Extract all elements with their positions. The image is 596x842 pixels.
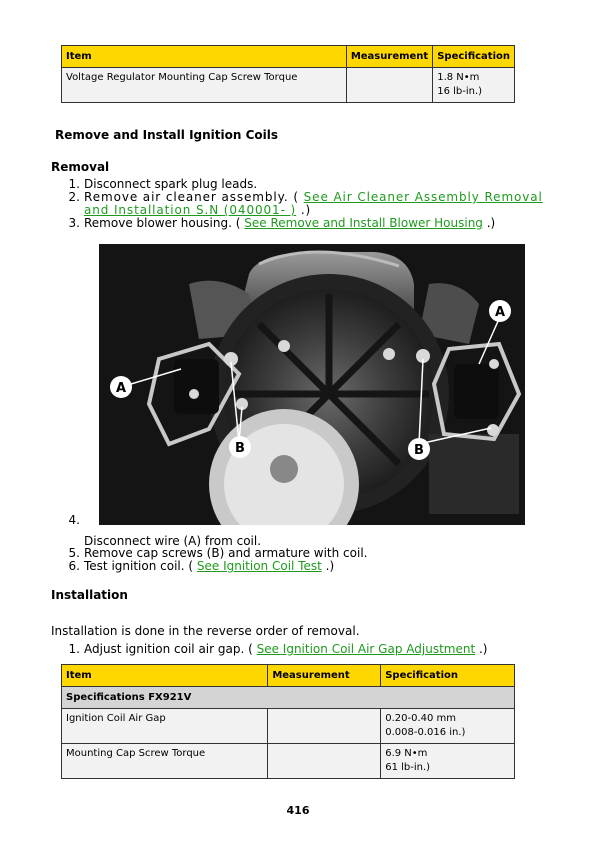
step-text: Remove air cleaner assembly. ( [84,190,304,204]
section-title: Remove and Install Ignition Coils [55,128,279,142]
table-header-specification: Specification [381,665,515,687]
table-subheader: Specifications FX921V [62,687,515,709]
step-text: .) [475,642,488,656]
table-cell-item: Mounting Cap Screw Torque [62,744,268,779]
step-number: 1. [68,642,80,656]
callout-label: A [115,381,127,396]
step-number: 5. [68,546,80,560]
table-cell-specification [381,709,515,744]
table-cell-specification [381,744,515,779]
table-cell-item: Voltage Regulator Mounting Cap Screw Torque [62,68,347,103]
spec-value: 61 lb-in.) [385,762,431,773]
table-header-item: Item [62,665,268,687]
callout-label: A [494,305,506,320]
table-cell-specification [433,68,515,103]
engine-ignition-coil-photo [99,244,525,525]
table-header-measurement: Measurement [268,665,381,687]
blower-housing-link[interactable]: See Remove and Install Blower Housing [244,216,483,230]
step-text: Adjust ignition coil air gap. ( [84,642,257,656]
spec-table-fx921v [61,664,515,779]
step-number: 1. [68,177,80,191]
table-header-specification: Specification [433,46,515,68]
step-text: Test ignition coil. ( [84,559,197,573]
list-item [66,560,546,573]
step-text: Remove blower housing. ( [84,216,245,230]
spec-value: 0.008-0.016 in.) [385,727,466,738]
page-number: 416 [286,804,310,817]
step-text: Disconnect spark plug leads. [84,177,258,191]
spec-value: 6.9 N•m [385,748,428,759]
table-header-item: Item [62,46,347,68]
list-item [66,217,546,230]
table-cell-item: Ignition Coil Air Gap [62,709,268,744]
step-text: .) [482,216,496,230]
step-text: Remove cap screws (B) and armature with coil. [84,546,368,560]
air-gap-adjustment-link[interactable]: See Ignition Coil Air Gap Adjustment [256,642,476,656]
table-row [62,744,515,779]
list-item [66,643,546,656]
step-text: Disconnect wire (A) from coil. [84,534,262,548]
step-number: 3. [68,216,80,230]
spec-value: 0.20-0.40 mm [385,713,457,724]
callout-label: B [414,443,424,458]
step-text: .) [296,203,312,217]
ignition-coil-test-link[interactable]: See Ignition Coil Test [196,559,322,573]
spec-value: 1.8 N•m [437,72,480,83]
spec-table-voltage-regulator [61,45,515,103]
table-cell-measurement [346,68,432,103]
air-cleaner-link[interactable]: See Air Cleaner Assembly Removal and Installation S.N (040001- ) [84,190,543,217]
engine-illustration [99,244,525,525]
table-header-measurement: Measurement [346,46,432,68]
installation-intro: Installation is done in the reverse order of removal. [51,624,360,638]
list-item [66,191,546,217]
spec-value: 16 lb-in.) [437,86,483,97]
step-number: 2. [68,190,80,204]
installation-heading: Installation [51,588,128,602]
removal-heading: Removal [51,160,110,174]
table-row [62,709,515,744]
step-number: 6. [68,559,80,573]
table-cell-measurement [268,709,381,744]
table-row [62,68,515,103]
table-cell-measurement [268,744,381,779]
step-text: .) [321,559,335,573]
step-number: 4. [68,513,80,527]
callout-label: B [235,441,245,456]
